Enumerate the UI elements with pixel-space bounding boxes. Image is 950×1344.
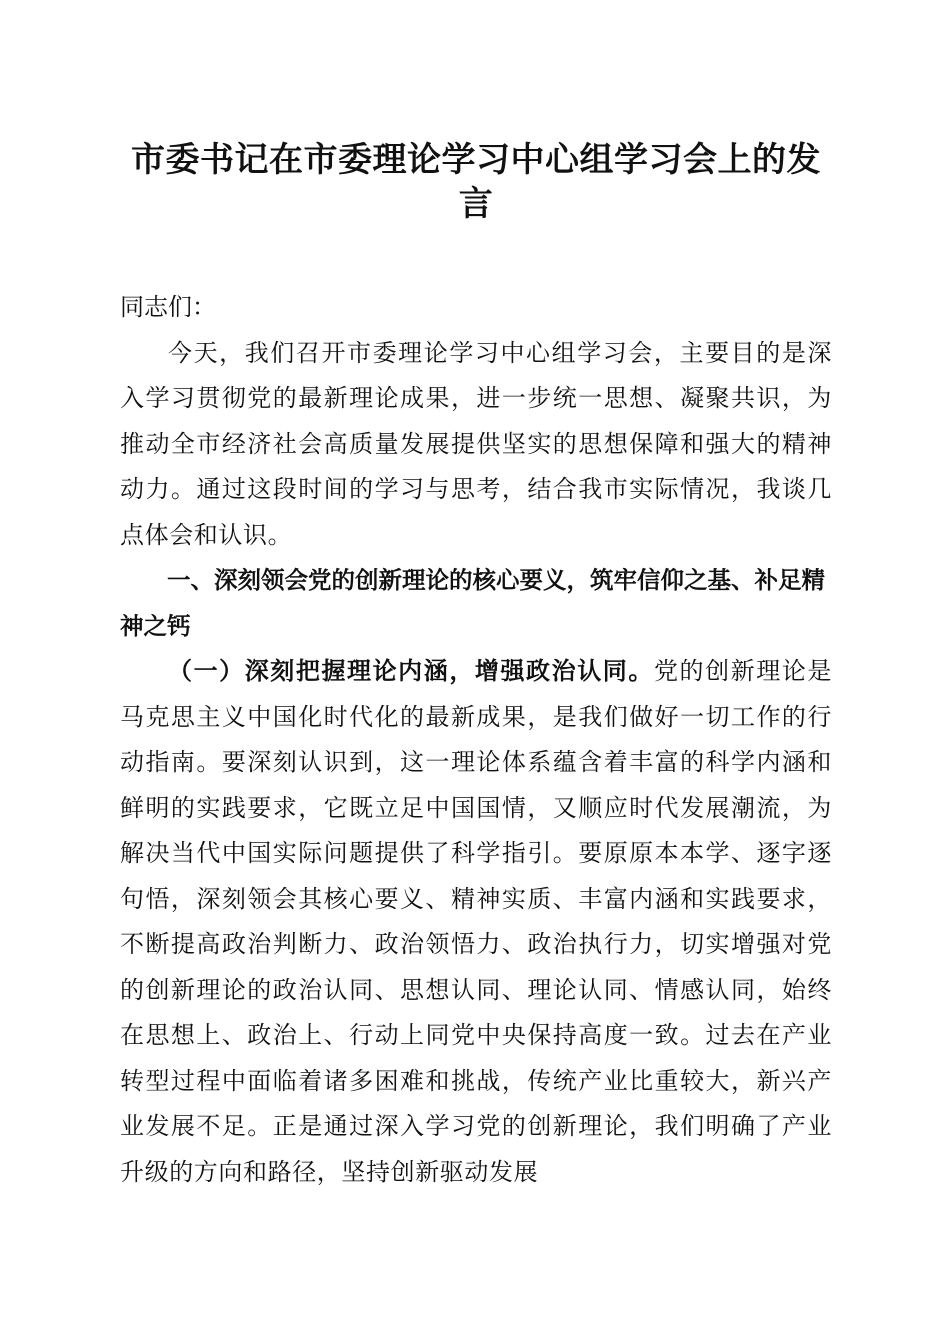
salutation: 同志们： [120,293,216,321]
title-line-2: 言 [458,184,494,224]
section-1-heading: 一、深刻领会党的创新理论的核心要义，筑牢信仰之基、补足精神之钙 [120,566,825,640]
document-page [120,0,832,1195]
subsection-1-paragraph [120,649,832,1195]
subsection-1-body: 党的创新理论是马克思主义中国化时代化的最新成果，是我们做好一切工作的行动指南。要深刻认识到，这一理论体系蕴含着丰富的科学内涵和鲜明的实践要求，它既立足中国国情，又顺应时代发展潮流，为解决当代中国实际问题提供了科学指引。要原原本本学、逐字逐句悟，深刻领会其核心要义、精神实质、丰富内涵和实践要求，不断提高政治判断力、政治领悟力、政治执行力，切实增强对党的创新理论的政治认同、思想认同、理论认同、情感认同，始终在思想上、政治上、行动上同党中央保持高度一致。过去在产业转型过程中面临着诸多困难和挑战，传统产业比重较大，新兴产业发展不足。正是通过深入学习党的创新理论，我们明确了产业升级的方向和路径，坚持创新驱动发展 [120,657,832,1186]
subsection-1-heading: （一）深刻把握理论内涵，增强政治认同。 [168,657,654,685]
intro-paragraph: 今天，我们召开市委理论学习中心组学习会，主要目的是深入学习贯彻党的最新理论成果，进一步统一思想、凝聚共识，为推动全市经济社会高质量发展提供坚实的思想保障和强大的精神动力。通过这段时间的学习与思考，结合我市实际情况，我谈几点体会和认识。 [120,338,832,549]
document-title [120,138,832,226]
title-line-1: 市委书记在市委理论学习中心组学习会上的发 [131,140,821,180]
